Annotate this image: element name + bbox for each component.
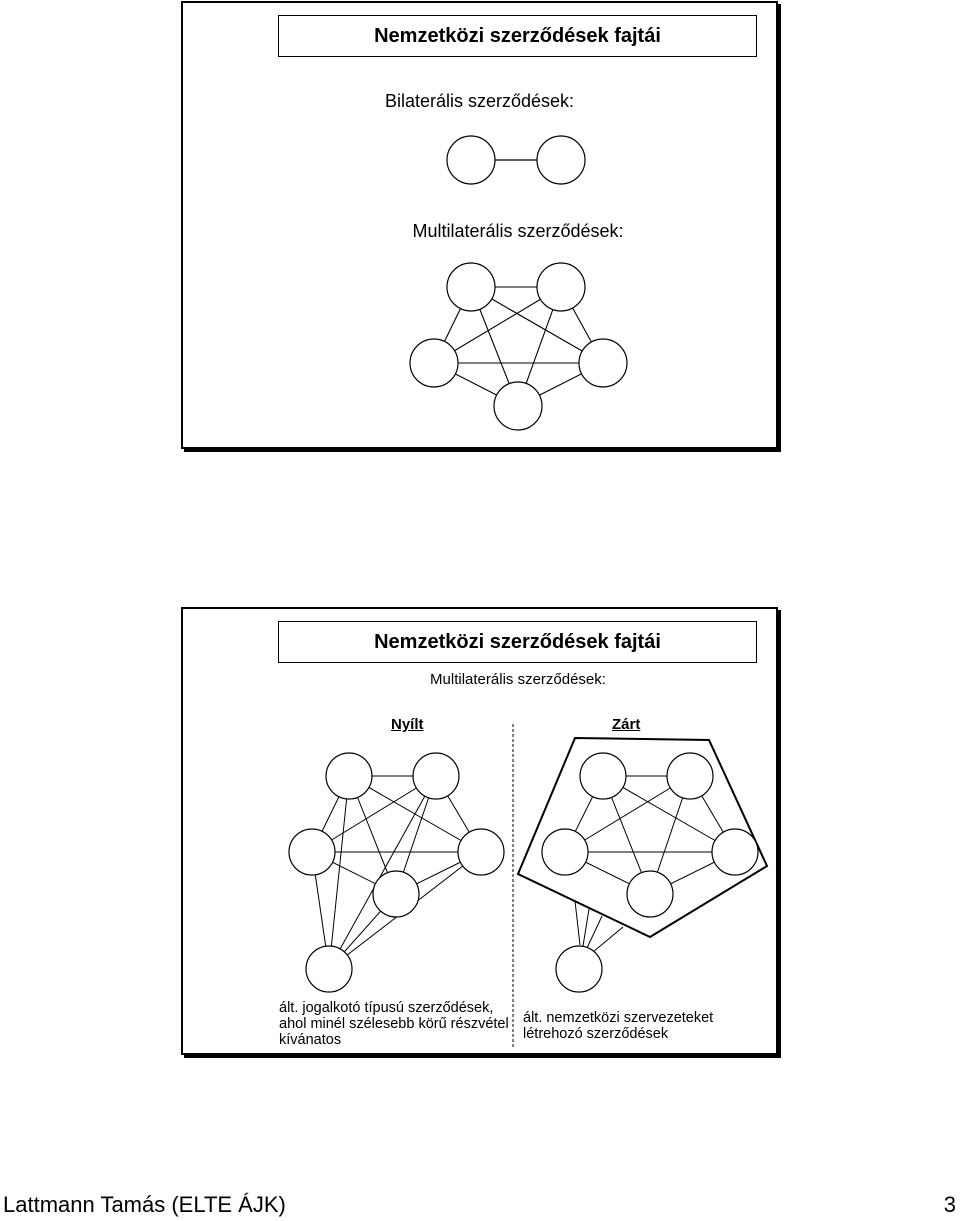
multilateral-party-node (447, 263, 495, 311)
open-party-node (458, 829, 504, 875)
footer-author: Lattmann Tamás (ELTE ÁJK) (3, 1192, 286, 1217)
open-treaty-label: Nyílt (391, 716, 424, 733)
open-party-node (326, 753, 372, 799)
multilateral-label: Multilaterális szerződések: (412, 221, 624, 241)
slide-1-diagram (183, 3, 776, 447)
closed-party-node (542, 829, 588, 875)
closed-party-node (712, 829, 758, 875)
page-number: 3 (943, 1192, 956, 1217)
closed-blocked-links (575, 901, 623, 952)
open-treaty-caption: ált. jogalkotó típusú szerződések, ahol minél szélesebb körű részvétel kívánatos (279, 1000, 509, 1048)
bilateral-label: Bilaterális szerződések: (384, 91, 575, 111)
multilateral-party-node (494, 382, 542, 430)
multilateral-party-node (410, 339, 458, 387)
slide-2-title: Nemzetközi szerződések fajtái (278, 621, 757, 663)
slide-1-title: Nemzetközi szerződések fajtái (278, 15, 757, 57)
slide-2-diagram (183, 609, 776, 1053)
bilateral-party-node (537, 136, 585, 184)
closed-treaty-caption: ált. nemzetközi szervezeteket létrehozó szerződések (523, 1010, 714, 1042)
slide-2 (181, 607, 778, 1055)
slide-1 (181, 1, 778, 449)
open-party-node (289, 829, 335, 875)
open-party-node (413, 753, 459, 799)
closed-party-node (580, 753, 626, 799)
multilateral-party-node (537, 263, 585, 311)
multilateral-party-node (579, 339, 627, 387)
bilateral-party-node (447, 136, 495, 184)
closed-outside-party-node (556, 946, 602, 992)
open-joining-party-node (306, 946, 352, 992)
closed-party-node (667, 753, 713, 799)
closed-party-node (627, 871, 673, 917)
open-party-node (373, 871, 419, 917)
slide-2-subtitle: Multilaterális szerződések: (430, 671, 606, 688)
closed-treaty-label: Zárt (612, 716, 641, 733)
